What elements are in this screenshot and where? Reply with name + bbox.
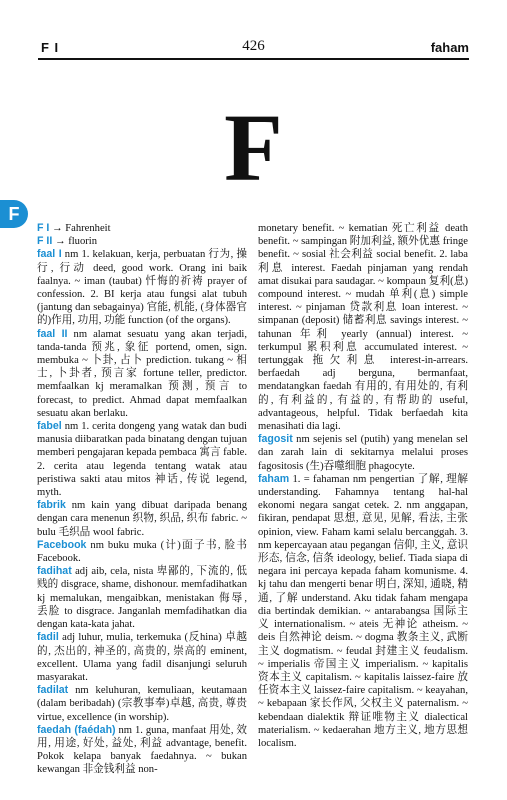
- running-head-left: F I: [41, 40, 60, 55]
- header-rule: [38, 58, 469, 60]
- dictionary-entry: [37, 235, 247, 248]
- section-letter: F: [224, 94, 283, 201]
- entry-headword: faham: [258, 472, 290, 485]
- dictionary-entry: [37, 499, 247, 539]
- entry-definition: adj luhur, mulia, terkemuka (反hina) 卓越的, 杰出的, 神圣的, 高贵的, 崇高的 eminent, excellent. Ulama yang fadil disanjungi seluruh masyarakat.: [37, 632, 247, 683]
- dictionary-entry: [37, 222, 247, 235]
- entry-headword: fadihat: [37, 565, 72, 578]
- entry-headword: fadilat: [37, 684, 69, 697]
- dictionary-entry: [37, 565, 247, 631]
- entry-headword: fadil: [37, 631, 59, 644]
- dictionary-entry: [37, 328, 247, 420]
- entry-headword: F I: [37, 222, 50, 234]
- entry-headword: fabel: [37, 420, 62, 433]
- entry-definition: nm 1. cerita dongeng yang watak dan budi manusia diibaratkan pada binatang dengan tujuan memberi pengajaran kepada pembaca 寓言 fable. 2. cerita atau legenda tentang watak atau peristiwa sakti atau mitos 神话, 传说 legend, myth.: [37, 421, 247, 499]
- entry-definition: nm 1. kelakuan, kerja, perbuatan 行为, 操行, 行动 deed, good work. Orang ini baik faalnya. ~ iman (taubat) 忏悔的祈祷 prayer of confession. 2. BI kerja atau fungsi alat tubuh (jantung dan sebagainya) 官能, 机能, (身体器官的)作用, 功用, 功能 function (of the organs).: [37, 249, 247, 327]
- page-number: 426: [242, 38, 265, 54]
- dictionary-entry: [37, 539, 247, 565]
- entry-definition: monetary benefit. ~ kematian 死亡利益 death benefit. ~ sampingan 附加利益, 额外优惠 fringe benefit. ~ sosial 社会利益 social benefit. 2. laba 利息 interest. Faedah pinjaman yang rendah amat disukai para saudagar. ~ kompaun 复利(息) compound interest. ~ mudah 单利(息) simple interest. ~ pinjaman 贷款利息 loan interest. ~ simpanan (deposit) 储蓄利息 savings interest. ~ tahunan 年利 yearly (annual) interest. ~ terkumpul 累积利息 accumulated interest. ~ tertunggak 拖欠利息 interest-in-arrears. berfaedah adj berguna, bermanfaat, mendatangkan faedah 有用的, 有用处的, 有利的, 有利益的, 有益的, 有帮助的 useful, advantageous, helpful. Tidak berfaedah kita menasihati dia lagi.: [258, 223, 468, 433]
- dictionary-entry: [258, 433, 468, 473]
- entry-definition: adj aib, cela, nista 卑鄙的, 下流的, 低贱的 disgrace, shame, dishonour. memfadihatkan kj memalukan, mengaibkan, menistakan 侮辱, 丢脸 to disgrace. Janganlah memfadihatkan dia dengan kata-kata jahat.: [37, 566, 247, 631]
- entry-definition: → fluorin: [52, 236, 98, 248]
- entry-definition: nm buku muka (计)面子书, 脸书 Facebook.: [37, 539, 247, 565]
- left-column: [37, 222, 247, 782]
- dictionary-entry: [37, 631, 247, 684]
- dictionary-entry: [258, 222, 468, 433]
- entry-headword: faal II: [37, 327, 68, 340]
- entry-definition: nm 1. guna, manfaat 用处, 效用, 用途, 好处, 益处, 利益 advantage, benefit. Pokok kelapa banyak faedahnya. ~ bukan kewangan 非金钱利益 non-: [37, 724, 247, 776]
- entry-definition: nm alamat sesuatu yang akan terjadi, tanda-tanda 预兆, 象征 portend, omen, sign. membuka ~ 卜卦, 占卜 prediction. tukang ~ 相士, 卜卦者, 预言家 fortune teller, predictor. memfaalkan kj meramalkan 预测, 预言 to forecast, to predict. Ahmad dapat memfaalkan sesuatu akan berlaku.: [37, 328, 247, 419]
- entry-headword: F II: [37, 235, 53, 248]
- entry-headword: fagosit: [258, 433, 293, 446]
- entry-definition: nm keluhuran, kemuliaan, keutamaan (dalam beribadah) (宗教事奉)卓越, 高贵, 尊贵 virtue, excellence (in worship).: [37, 685, 247, 723]
- entry-headword: faedah (faédah): [37, 723, 116, 736]
- entry-definition: 1. = fahaman nm pengertian 了解, 理解 understanding. Fahamnya tentang hal-hal ekonomi negara sangat cetek. 2. nm anggapan, fikiran, pendapat 思想, 意见, 见解, 看法, 主张 opinion, view. Faham kami selalu bercanggah. 3. nm kepercayaan atau pegangan 信仰, 主义, 意识形态, 信念, 信条 ideology, belief. Tiada siapa di negara ini percaya kepada faham komunisme. 4. kj tahu dan mengerti benar 明白, 深知, 通晓, 精通, 了解 understand. Aku tidak faham mengapa dia bertindak demikian. ~ antarabangsa 国际主义 internationalism. ~ ateis 无神论 atheism. ~ deis 自然神论 deism. ~ dogma 教条主义, 武断主义 dogmatism. ~ feudal 封建主义 feudalism. ~ imperialis 帝国主义 imperialism. ~ kapitalis 资本主义 capitalism. ~ kapitalis laissez-faire 放任资本主义 laissez-faire capitalism. ~ keayahan, ~ kebapaan 家长作风, 父权主义 paternalism. ~ kebendaan dialektik 辩证唯物主义 dialectical materialism. ~ kedaerahan 地方主义, 地方思想 localism.: [258, 473, 468, 749]
- right-column: [258, 222, 468, 782]
- dictionary-entry: [37, 420, 247, 499]
- thumb-index-tab[interactable]: F: [0, 200, 28, 228]
- dictionary-entry: [258, 473, 468, 750]
- dictionary-entry: [37, 724, 247, 777]
- entry-headword: faal I: [37, 248, 62, 261]
- entry-headword: Facebook: [37, 538, 87, 551]
- entry-definition: nm sejenis sel (putih) yang menelan sel dan zarah lain di sekitarnya melalui proses fagositosis (生)吞噬细胞 phagocyte.: [258, 434, 468, 472]
- dictionary-entry: [37, 248, 247, 327]
- running-head-right: faham: [430, 40, 469, 55]
- entry-definition: → Fahrenheit: [49, 223, 111, 234]
- entry-headword: fabrik: [37, 499, 66, 512]
- dictionary-entry: [37, 684, 247, 724]
- entry-definition: nm kain yang dibuat daripada benang dengan cara menenun 织物, 织品, 织布 fabric. ~ bulu 毛织品 wool fabric.: [37, 500, 247, 538]
